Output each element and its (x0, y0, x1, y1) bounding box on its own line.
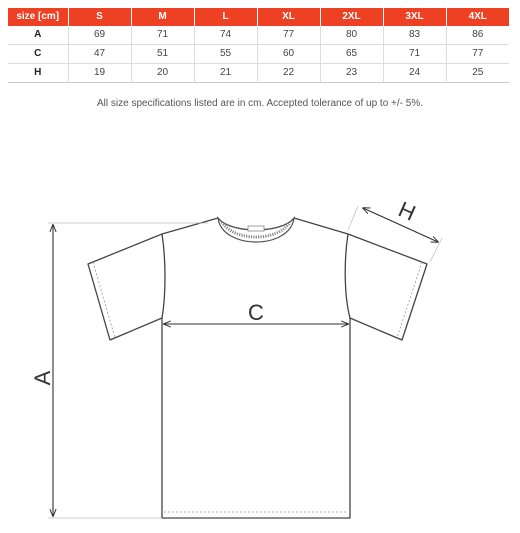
size-table (8, 8, 509, 83)
table-cell: 60 (257, 45, 320, 64)
table-cell: 24 (383, 64, 446, 83)
table-cell: 65 (320, 45, 383, 64)
table-cell: 19 (68, 64, 131, 83)
table-cell: 74 (194, 26, 257, 45)
table-cell: 55 (194, 45, 257, 64)
table-cell: 47 (68, 45, 131, 64)
label-c: C (248, 300, 264, 325)
label-a: A (30, 370, 55, 386)
label-h: H (394, 196, 420, 226)
table-cell: 21 (194, 64, 257, 83)
table-cell: 77 (257, 26, 320, 45)
table-cell: 83 (383, 26, 446, 45)
table-cell: 71 (131, 26, 194, 45)
table-row (8, 64, 509, 83)
row-label: H (8, 64, 68, 83)
table-cell: 86 (446, 26, 509, 45)
table-cell: 20 (131, 64, 194, 83)
table-cell: 25 (446, 64, 509, 83)
table-row (8, 26, 509, 45)
table-cell: 23 (320, 64, 383, 83)
table-cell: 69 (68, 26, 131, 45)
header-size-m: M (131, 8, 194, 26)
tolerance-note: All size specifications listed are in cm. Accepted tolerance of up to +/- 5%. (97, 98, 423, 109)
table-cell: 22 (257, 64, 320, 83)
table-cell: 80 (320, 26, 383, 45)
table-cell: 77 (446, 45, 509, 64)
row-label: C (8, 45, 68, 64)
tshirt-diagram (0, 190, 520, 533)
table-cell: 51 (131, 45, 194, 64)
header-size-l: L (194, 8, 257, 26)
table-header-row (8, 8, 509, 26)
header-size-3xl: 3XL (383, 8, 446, 26)
tshirt-outline-icon (88, 218, 427, 518)
table-cell: 71 (383, 45, 446, 64)
header-size-xl: XL (257, 8, 320, 26)
row-label: A (8, 26, 68, 45)
header-size-4xl: 4XL (446, 8, 509, 26)
header-size-s: S (68, 8, 131, 26)
table-row (8, 45, 509, 64)
header-size-2xl: 2XL (320, 8, 383, 26)
header-size-unit: size [cm] (8, 8, 68, 26)
